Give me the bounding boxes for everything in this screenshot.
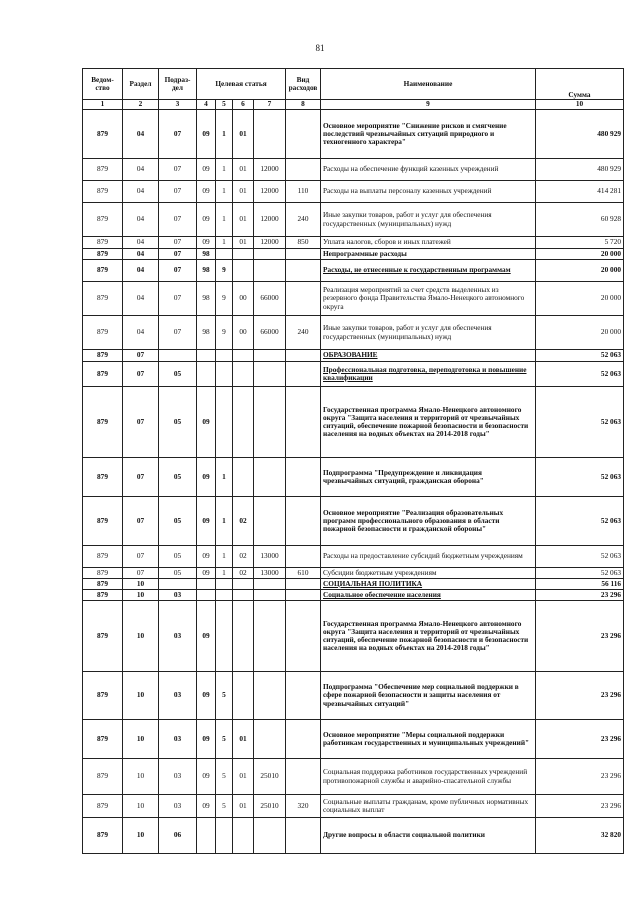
cell-razdel: 10 bbox=[123, 579, 159, 590]
cell-program: 09 bbox=[197, 110, 216, 159]
cell-podrazdel: 05 bbox=[159, 497, 197, 546]
cell-vedomstvo: 879 bbox=[83, 237, 123, 249]
cell-event bbox=[233, 260, 254, 282]
cell-summa: 32 820 bbox=[536, 818, 624, 854]
cell-vid-rashodov: 240 bbox=[286, 316, 321, 350]
cell-event: 01 bbox=[233, 110, 254, 159]
cell-razdel: 07 bbox=[123, 350, 159, 362]
cell-event bbox=[233, 590, 254, 601]
cell-subprogram bbox=[216, 387, 233, 458]
cell-razdel: 04 bbox=[123, 260, 159, 282]
cell-summa: 480 929 bbox=[536, 159, 624, 181]
table-row bbox=[83, 110, 624, 159]
cell-direction: 12000 bbox=[254, 237, 286, 249]
header-naimenovanie: Наименование bbox=[321, 69, 536, 100]
cell-vedomstvo: 879 bbox=[83, 362, 123, 387]
header-vedomstvo: Ведом- ство bbox=[83, 69, 123, 100]
cell-razdel: 10 bbox=[123, 759, 159, 795]
cell-summa: 480 929 bbox=[536, 110, 624, 159]
table-row bbox=[83, 203, 624, 237]
cell-event bbox=[233, 672, 254, 720]
cell-podrazdel: 03 bbox=[159, 601, 197, 672]
cell-subprogram: 5 bbox=[216, 720, 233, 759]
table-row bbox=[83, 579, 624, 590]
cell-podrazdel: 07 bbox=[159, 282, 197, 316]
cell-vid-rashodov bbox=[286, 672, 321, 720]
column-number: 3 bbox=[159, 100, 197, 110]
cell-vedomstvo: 879 bbox=[83, 458, 123, 497]
cell-summa: 20 000 bbox=[536, 282, 624, 316]
table-row bbox=[83, 362, 624, 387]
header-row bbox=[83, 69, 624, 100]
cell-summa: 414 281 bbox=[536, 181, 624, 203]
cell-direction: 66000 bbox=[254, 316, 286, 350]
cell-summa: 60 928 bbox=[536, 203, 624, 237]
cell-summa: 23 296 bbox=[536, 590, 624, 601]
cell-vedomstvo: 879 bbox=[83, 720, 123, 759]
cell-podrazdel: 06 bbox=[159, 818, 197, 854]
cell-podrazdel bbox=[159, 579, 197, 590]
cell-program: 09 bbox=[197, 795, 216, 818]
cell-vedomstvo: 879 bbox=[83, 203, 123, 237]
cell-vedomstvo: 879 bbox=[83, 672, 123, 720]
cell-vid-rashodov bbox=[286, 759, 321, 795]
cell-subprogram: 1 bbox=[216, 568, 233, 579]
cell-event: 01 bbox=[233, 720, 254, 759]
cell-naimenovanie: Основное мероприятие "Реализация образовательных программ профессионального образования в области пожарной безопасности и гражданской обороны" bbox=[321, 497, 536, 546]
cell-vid-rashodov bbox=[286, 601, 321, 672]
cell-subprogram: 1 bbox=[216, 497, 233, 546]
cell-podrazdel: 07 bbox=[159, 249, 197, 260]
cell-razdel: 10 bbox=[123, 601, 159, 672]
cell-podrazdel: 07 bbox=[159, 110, 197, 159]
cell-direction bbox=[254, 260, 286, 282]
column-number: 5 bbox=[216, 100, 233, 110]
cell-razdel: 07 bbox=[123, 458, 159, 497]
cell-summa: 20 000 bbox=[536, 316, 624, 350]
cell-naimenovanie: Иные закупки товаров, работ и услуг для обеспечения государственных (муниципальных) нужд bbox=[321, 316, 536, 350]
cell-podrazdel: 05 bbox=[159, 362, 197, 387]
cell-subprogram bbox=[216, 362, 233, 387]
cell-event: 02 bbox=[233, 497, 254, 546]
cell-summa: 23 296 bbox=[536, 759, 624, 795]
column-number: 4 bbox=[197, 100, 216, 110]
cell-vedomstvo: 879 bbox=[83, 282, 123, 316]
cell-razdel: 10 bbox=[123, 818, 159, 854]
cell-event: 01 bbox=[233, 237, 254, 249]
cell-summa: 56 116 bbox=[536, 579, 624, 590]
column-number: 6 bbox=[233, 100, 254, 110]
cell-direction bbox=[254, 110, 286, 159]
table-row bbox=[83, 350, 624, 362]
cell-naimenovanie: Подпрограмма "Предупреждение и ликвидация чрезвычайных ситуаций, гражданская оборона" bbox=[321, 458, 536, 497]
cell-razdel: 04 bbox=[123, 316, 159, 350]
cell-podrazdel: 07 bbox=[159, 181, 197, 203]
cell-subprogram bbox=[216, 601, 233, 672]
header-razdel: Раздел bbox=[123, 69, 159, 100]
cell-vedomstvo: 879 bbox=[83, 350, 123, 362]
cell-direction bbox=[254, 579, 286, 590]
cell-direction bbox=[254, 601, 286, 672]
cell-summa: 52 063 bbox=[536, 350, 624, 362]
cell-vid-rashodov bbox=[286, 590, 321, 601]
table-row bbox=[83, 818, 624, 854]
cell-razdel: 07 bbox=[123, 387, 159, 458]
cell-event: 00 bbox=[233, 282, 254, 316]
cell-podrazdel bbox=[159, 350, 197, 362]
cell-vid-rashodov bbox=[286, 282, 321, 316]
cell-razdel: 04 bbox=[123, 110, 159, 159]
cell-program bbox=[197, 362, 216, 387]
cell-podrazdel: 07 bbox=[159, 203, 197, 237]
cell-direction: 25010 bbox=[254, 759, 286, 795]
cell-subprogram: 9 bbox=[216, 260, 233, 282]
table-row bbox=[83, 590, 624, 601]
cell-direction: 25010 bbox=[254, 795, 286, 818]
cell-vid-rashodov bbox=[286, 387, 321, 458]
table-row bbox=[83, 260, 624, 282]
cell-naimenovanie: Иные закупки товаров, работ и услуг для обеспечения государственных (муниципальных) нужд bbox=[321, 203, 536, 237]
cell-subprogram: 1 bbox=[216, 181, 233, 203]
cell-razdel: 04 bbox=[123, 159, 159, 181]
cell-naimenovanie: Государственная программа Ямало-Ненецкого автономного округа "Защита населения и территорий от чрезвычайных ситуаций, обеспечение пожарной безопасности и безопасности населения на водных объектах на 2014-2018 годы" bbox=[321, 387, 536, 458]
column-number: 2 bbox=[123, 100, 159, 110]
cell-naimenovanie: Непрограммные расходы bbox=[321, 249, 536, 260]
budget-table bbox=[82, 68, 624, 854]
cell-vedomstvo: 879 bbox=[83, 260, 123, 282]
cell-direction bbox=[254, 249, 286, 260]
cell-naimenovanie: Уплата налогов, сборов и иных платежей bbox=[321, 237, 536, 249]
table-row bbox=[83, 387, 624, 458]
table-body bbox=[83, 110, 624, 854]
cell-direction: 12000 bbox=[254, 203, 286, 237]
cell-subprogram: 1 bbox=[216, 203, 233, 237]
cell-vedomstvo: 879 bbox=[83, 497, 123, 546]
cell-event bbox=[233, 350, 254, 362]
cell-direction bbox=[254, 458, 286, 497]
cell-summa: 23 296 bbox=[536, 601, 624, 672]
cell-subprogram: 1 bbox=[216, 110, 233, 159]
table-row bbox=[83, 497, 624, 546]
cell-event: 01 bbox=[233, 795, 254, 818]
cell-program: 09 bbox=[197, 497, 216, 546]
cell-program: 09 bbox=[197, 601, 216, 672]
cell-vid-rashodov: 850 bbox=[286, 237, 321, 249]
column-number: 9 bbox=[321, 100, 536, 110]
cell-direction: 13000 bbox=[254, 568, 286, 579]
cell-naimenovanie: Профессиональная подготовка, переподготовка и повышение квалификации bbox=[321, 362, 536, 387]
cell-razdel: 07 bbox=[123, 362, 159, 387]
cell-event bbox=[233, 601, 254, 672]
cell-naimenovanie: Подпрограмма "Обеспечение мер социальной поддержки в сфере пожарной безопасности и защиты населения от чрезвычайных ситуаций" bbox=[321, 672, 536, 720]
cell-vedomstvo: 879 bbox=[83, 579, 123, 590]
cell-naimenovanie: Государственная программа Ямало-Ненецкого автономного округа "Защита населения и территорий от чрезвычайных ситуаций, обеспечение пожарной безопасности и безопасности населения на водных объектах на 2014-2018 годы" bbox=[321, 601, 536, 672]
cell-vedomstvo: 879 bbox=[83, 181, 123, 203]
cell-program: 09 bbox=[197, 159, 216, 181]
cell-razdel: 04 bbox=[123, 181, 159, 203]
cell-razdel: 04 bbox=[123, 203, 159, 237]
cell-vedomstvo: 879 bbox=[83, 795, 123, 818]
cell-program: 98 bbox=[197, 260, 216, 282]
cell-vid-rashodov: 610 bbox=[286, 568, 321, 579]
column-number-row bbox=[83, 100, 624, 110]
cell-direction bbox=[254, 387, 286, 458]
cell-podrazdel: 07 bbox=[159, 316, 197, 350]
table-row bbox=[83, 237, 624, 249]
cell-vid-rashodov bbox=[286, 159, 321, 181]
cell-subprogram: 5 bbox=[216, 759, 233, 795]
cell-direction bbox=[254, 350, 286, 362]
cell-summa: 23 296 bbox=[536, 795, 624, 818]
cell-subprogram bbox=[216, 249, 233, 260]
cell-podrazdel: 03 bbox=[159, 759, 197, 795]
cell-subprogram: 1 bbox=[216, 159, 233, 181]
cell-naimenovanie: Основное мероприятие "Меры социальной поддержки работникам государственных и муниципальных учреждений" bbox=[321, 720, 536, 759]
cell-event: 01 bbox=[233, 159, 254, 181]
column-number: 7 bbox=[254, 100, 286, 110]
cell-vid-rashodov bbox=[286, 497, 321, 546]
cell-naimenovanie: СОЦИАЛЬНАЯ ПОЛИТИКА bbox=[321, 579, 536, 590]
cell-event: 01 bbox=[233, 181, 254, 203]
cell-podrazdel: 05 bbox=[159, 546, 197, 568]
cell-summa: 52 063 bbox=[536, 546, 624, 568]
table-row bbox=[83, 458, 624, 497]
cell-subprogram: 9 bbox=[216, 282, 233, 316]
header-celevaya-statya: Целевая статья bbox=[197, 69, 286, 100]
cell-vid-rashodov bbox=[286, 362, 321, 387]
cell-direction: 13000 bbox=[254, 546, 286, 568]
cell-program: 09 bbox=[197, 181, 216, 203]
cell-vid-rashodov bbox=[286, 720, 321, 759]
cell-vid-rashodov: 320 bbox=[286, 795, 321, 818]
table-row bbox=[83, 672, 624, 720]
cell-direction bbox=[254, 720, 286, 759]
cell-subprogram: 5 bbox=[216, 672, 233, 720]
cell-razdel: 04 bbox=[123, 237, 159, 249]
cell-program: 98 bbox=[197, 282, 216, 316]
cell-podrazdel: 07 bbox=[159, 159, 197, 181]
cell-summa: 52 063 bbox=[536, 387, 624, 458]
cell-program: 98 bbox=[197, 316, 216, 350]
cell-podrazdel: 07 bbox=[159, 237, 197, 249]
cell-subprogram: 1 bbox=[216, 237, 233, 249]
cell-summa: 52 063 bbox=[536, 568, 624, 579]
page-number: 81 bbox=[315, 43, 325, 53]
cell-vid-rashodov bbox=[286, 458, 321, 497]
cell-direction bbox=[254, 362, 286, 387]
cell-naimenovanie: Социальное обеспечение населения bbox=[321, 590, 536, 601]
cell-program bbox=[197, 350, 216, 362]
cell-naimenovanie: ОБРАЗОВАНИЕ bbox=[321, 350, 536, 362]
cell-naimenovanie: Реализация мероприятий за счет средств выделенных из резервного фонда Правительства Ямало-Ненецкого автономного округа bbox=[321, 282, 536, 316]
cell-direction bbox=[254, 590, 286, 601]
cell-event: 02 bbox=[233, 568, 254, 579]
cell-subprogram bbox=[216, 350, 233, 362]
cell-event bbox=[233, 818, 254, 854]
cell-podrazdel: 07 bbox=[159, 260, 197, 282]
cell-vid-rashodov bbox=[286, 260, 321, 282]
cell-subprogram: 1 bbox=[216, 546, 233, 568]
cell-podrazdel: 03 bbox=[159, 590, 197, 601]
cell-event bbox=[233, 387, 254, 458]
cell-vid-rashodov bbox=[286, 818, 321, 854]
column-number: 8 bbox=[286, 100, 321, 110]
cell-podrazdel: 03 bbox=[159, 795, 197, 818]
cell-naimenovanie: Другие вопросы в области социальной политики bbox=[321, 818, 536, 854]
cell-podrazdel: 05 bbox=[159, 458, 197, 497]
cell-vedomstvo: 879 bbox=[83, 601, 123, 672]
cell-subprogram bbox=[216, 818, 233, 854]
cell-naimenovanie: Расходы на выплаты персоналу казенных учреждений bbox=[321, 181, 536, 203]
cell-razdel: 10 bbox=[123, 795, 159, 818]
cell-vedomstvo: 879 bbox=[83, 818, 123, 854]
header-podrazdel: Подраз- дел bbox=[159, 69, 197, 100]
cell-subprogram bbox=[216, 590, 233, 601]
cell-event bbox=[233, 579, 254, 590]
cell-podrazdel: 03 bbox=[159, 672, 197, 720]
cell-direction: 66000 bbox=[254, 282, 286, 316]
cell-summa: 23 296 bbox=[536, 672, 624, 720]
cell-razdel: 10 bbox=[123, 590, 159, 601]
cell-razdel: 04 bbox=[123, 249, 159, 260]
cell-event: 01 bbox=[233, 759, 254, 795]
cell-razdel: 04 bbox=[123, 282, 159, 316]
cell-summa: 5 720 bbox=[536, 237, 624, 249]
cell-naimenovanie: Расходы, не отнесенные к государственным программам bbox=[321, 260, 536, 282]
cell-event: 00 bbox=[233, 316, 254, 350]
cell-program: 09 bbox=[197, 720, 216, 759]
cell-vedomstvo: 879 bbox=[83, 110, 123, 159]
cell-vid-rashodov bbox=[286, 110, 321, 159]
table-row bbox=[83, 282, 624, 316]
table-row bbox=[83, 546, 624, 568]
cell-subprogram: 1 bbox=[216, 458, 233, 497]
cell-podrazdel: 05 bbox=[159, 387, 197, 458]
cell-program: 09 bbox=[197, 203, 216, 237]
table-row bbox=[83, 601, 624, 672]
table-row bbox=[83, 720, 624, 759]
table-row bbox=[83, 159, 624, 181]
cell-vid-rashodov bbox=[286, 579, 321, 590]
cell-vid-rashodov: 110 bbox=[286, 181, 321, 203]
column-number: 1 bbox=[83, 100, 123, 110]
cell-naimenovanie: Основное мероприятие "Снижение рисков и смягчение последствий чрезвычайных ситуаций природного и техногенного характера" bbox=[321, 110, 536, 159]
cell-summa: 20 000 bbox=[536, 249, 624, 260]
cell-summa: 52 063 bbox=[536, 458, 624, 497]
cell-razdel: 07 bbox=[123, 497, 159, 546]
cell-event: 01 bbox=[233, 203, 254, 237]
cell-naimenovanie: Субсидии бюджетным учреждениям bbox=[321, 568, 536, 579]
table-row bbox=[83, 759, 624, 795]
cell-podrazdel: 05 bbox=[159, 568, 197, 579]
cell-program: 09 bbox=[197, 237, 216, 249]
cell-summa: 52 063 bbox=[536, 362, 624, 387]
cell-razdel: 07 bbox=[123, 546, 159, 568]
cell-program: 09 bbox=[197, 672, 216, 720]
cell-direction: 12000 bbox=[254, 181, 286, 203]
cell-podrazdel: 03 bbox=[159, 720, 197, 759]
cell-summa: 23 296 bbox=[536, 720, 624, 759]
cell-program bbox=[197, 579, 216, 590]
table-row bbox=[83, 249, 624, 260]
cell-direction: 12000 bbox=[254, 159, 286, 181]
cell-subprogram: 5 bbox=[216, 795, 233, 818]
cell-razdel: 07 bbox=[123, 568, 159, 579]
cell-direction bbox=[254, 818, 286, 854]
header-vid-rashodov: Вид расходов bbox=[286, 69, 321, 100]
table-row bbox=[83, 568, 624, 579]
header-summa: Сумма bbox=[536, 69, 624, 100]
cell-subprogram: 9 bbox=[216, 316, 233, 350]
cell-naimenovanie: Расходы на обеспечение функций казенных учреждений bbox=[321, 159, 536, 181]
table-row bbox=[83, 795, 624, 818]
cell-program: 09 bbox=[197, 458, 216, 497]
cell-vid-rashodov bbox=[286, 546, 321, 568]
cell-event bbox=[233, 362, 254, 387]
cell-naimenovanie: Социальная поддержка работников государственных учреждений противопожарной службы и аварийно-спасательной службы bbox=[321, 759, 536, 795]
cell-razdel: 10 bbox=[123, 672, 159, 720]
cell-vedomstvo: 879 bbox=[83, 316, 123, 350]
cell-vid-rashodov bbox=[286, 350, 321, 362]
cell-vedomstvo: 879 bbox=[83, 159, 123, 181]
cell-naimenovanie: Расходы на предоставление субсидий бюджетным учреждениям bbox=[321, 546, 536, 568]
cell-summa: 52 063 bbox=[536, 497, 624, 546]
cell-program bbox=[197, 818, 216, 854]
cell-event: 02 bbox=[233, 546, 254, 568]
cell-vid-rashodov bbox=[286, 249, 321, 260]
cell-naimenovanie: Социальные выплаты гражданам, кроме публичных нормативных социальных выплат bbox=[321, 795, 536, 818]
cell-vid-rashodov: 240 bbox=[286, 203, 321, 237]
cell-vedomstvo: 879 bbox=[83, 387, 123, 458]
cell-event bbox=[233, 249, 254, 260]
table-row bbox=[83, 316, 624, 350]
cell-vedomstvo: 879 bbox=[83, 759, 123, 795]
cell-razdel: 10 bbox=[123, 720, 159, 759]
cell-program bbox=[197, 590, 216, 601]
cell-direction bbox=[254, 672, 286, 720]
column-number: 10 bbox=[536, 100, 624, 110]
cell-summa: 20 000 bbox=[536, 260, 624, 282]
cell-event bbox=[233, 458, 254, 497]
cell-vedomstvo: 879 bbox=[83, 249, 123, 260]
cell-vedomstvo: 879 bbox=[83, 546, 123, 568]
cell-program: 09 bbox=[197, 759, 216, 795]
cell-program: 09 bbox=[197, 546, 216, 568]
cell-program: 98 bbox=[197, 249, 216, 260]
cell-vedomstvo: 879 bbox=[83, 590, 123, 601]
cell-vedomstvo: 879 bbox=[83, 568, 123, 579]
cell-program: 09 bbox=[197, 568, 216, 579]
cell-subprogram bbox=[216, 579, 233, 590]
table-row bbox=[83, 181, 624, 203]
cell-direction bbox=[254, 497, 286, 546]
cell-program: 09 bbox=[197, 387, 216, 458]
